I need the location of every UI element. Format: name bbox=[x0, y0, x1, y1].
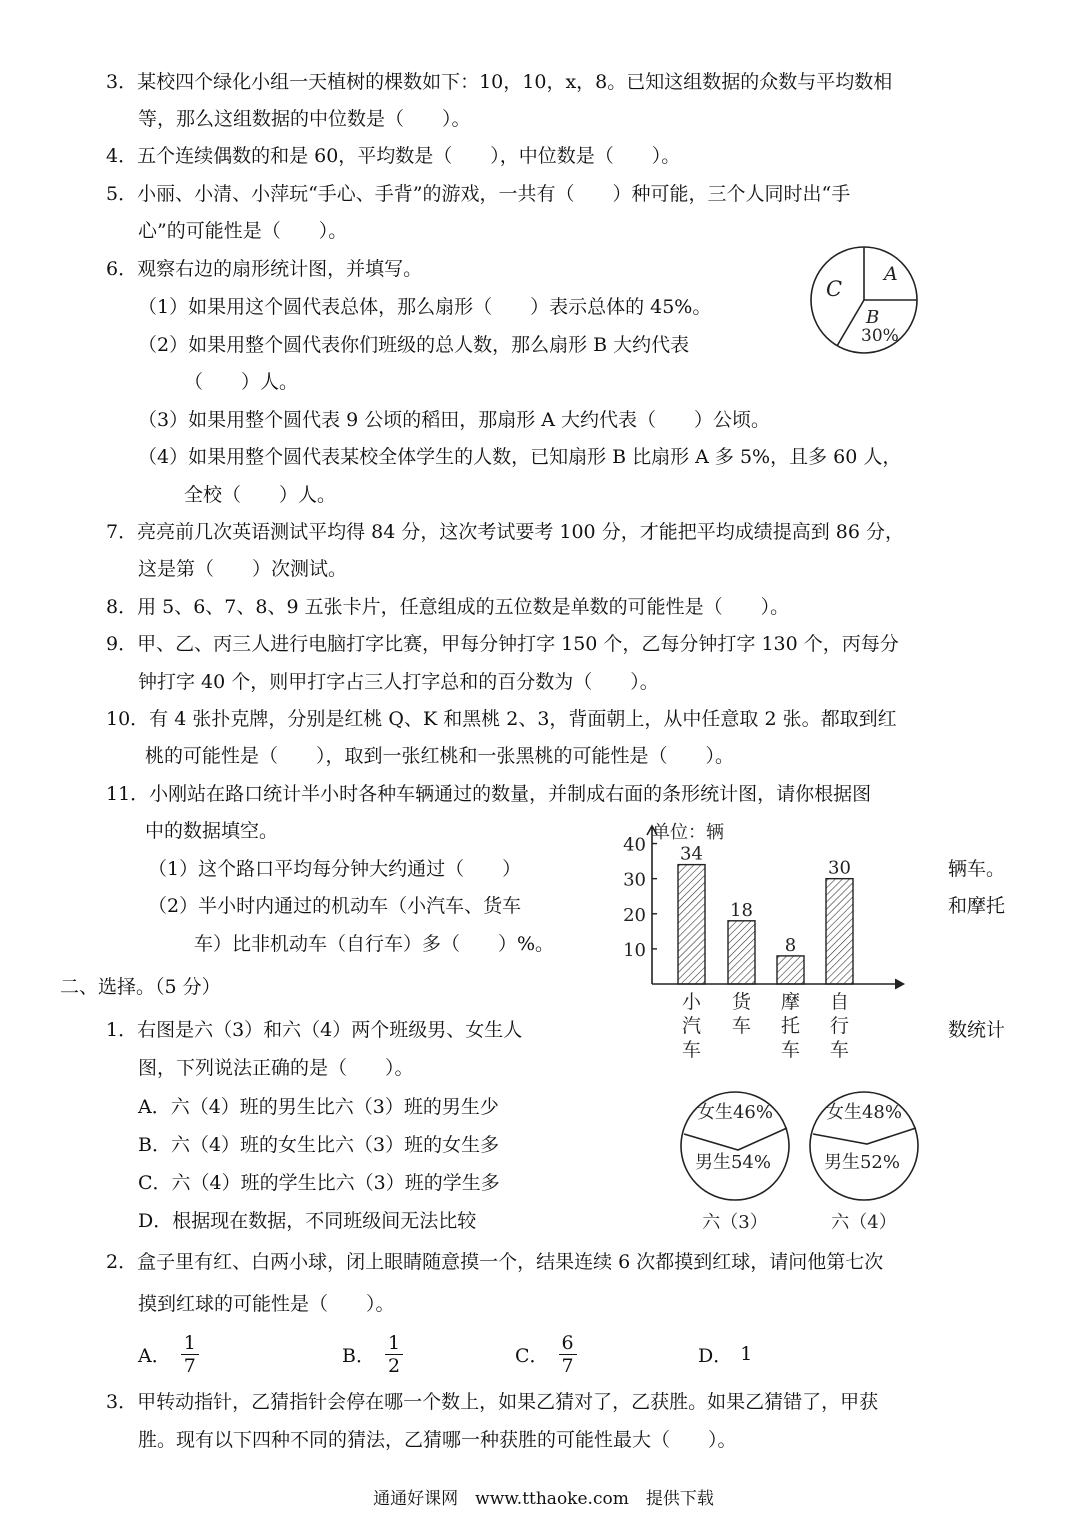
female-label: 女生46% bbox=[696, 1102, 774, 1123]
text-line-s2: 二、选择。（5 分） bbox=[60, 976, 221, 998]
text-line-q10b: 桃的可能性是（ ），取到一张红桃和一张黑桃的可能性是（ ）。 bbox=[145, 745, 735, 767]
q2-option-1 bbox=[342, 1328, 403, 1380]
text-line-q3a: 3．某校四个绿化小组一天植树的棵数如下：10，10，x，8。已知这组数据的众数与平均数相 bbox=[106, 71, 893, 93]
x-axis-arrow bbox=[895, 979, 904, 989]
option-letter: D． bbox=[698, 1344, 733, 1367]
category-label-char: 车 bbox=[681, 1039, 702, 1061]
class-pie-divider bbox=[684, 1128, 787, 1150]
bar-value-label: 18 bbox=[730, 899, 753, 921]
text-line-q9b: 钟打字 40 个，则甲打字占三人打字总和的百分数为（ ）。 bbox=[138, 671, 659, 693]
text-line-q7b: 这是第（ ）次测试。 bbox=[138, 558, 348, 580]
bar-0 bbox=[678, 865, 705, 984]
option-letter: C． bbox=[515, 1344, 549, 1367]
category-label-char: 摩 bbox=[780, 991, 801, 1013]
fraction-numerator: 1 bbox=[181, 1332, 199, 1355]
text-line-c1A: A．六（4）班的男生比六（3）班的男生少 bbox=[138, 1096, 499, 1118]
fraction-denominator: 2 bbox=[387, 1354, 401, 1377]
text-line-q6_1: （1）如果用这个圆代表总体，那么扇形（ ）表示总体的 45%。 bbox=[138, 296, 712, 318]
text-line-c1b: 图，下列说法正确的是（ ）。 bbox=[138, 1057, 414, 1079]
option-letter: A． bbox=[138, 1344, 171, 1367]
text-line-c1r: 数统计 bbox=[948, 1019, 1006, 1041]
bar-value-label: 8 bbox=[784, 934, 797, 956]
class-gender-pies bbox=[678, 1086, 938, 1236]
female-label: 女生48% bbox=[825, 1102, 903, 1123]
text-line-q11_2a: （2）半小时内通过的机动车（小汽车、货车 bbox=[148, 895, 522, 917]
text-line-c1a: 1．右图是六（3）和六（4）两个班级男、女生人 bbox=[106, 1019, 523, 1041]
category-label-char: 货 bbox=[731, 991, 752, 1013]
text-line-q6_2b: （ ）人。 bbox=[184, 371, 299, 393]
text-line-c1C: C．六（4）班的学生比六（3）班的学生多 bbox=[138, 1172, 500, 1194]
text-line-c2b: 摸到红球的可能性是（ ）。 bbox=[138, 1293, 395, 1315]
text-line-q7a: 7．亮亮前几次英语测试平均得 84 分，这次考试要考 100 分，才能把平均成绩提高到 86 分， bbox=[106, 521, 904, 543]
text-line-q6_4a: （4）如果用整个圆代表某校全体学生的人数，已知扇形 B 比扇形 A 多 5%，且多 60 人， bbox=[138, 446, 902, 468]
pie-label-b: B bbox=[866, 307, 880, 328]
text-line-q10a: 10．有 4 张扑克牌，分别是红桃 Q、K 和黑桃 2、3，背面朝上，从中任意取 2 张。都取到红 bbox=[106, 708, 897, 730]
text-line-q6: 6．观察右边的扇形统计图，并填写。 bbox=[106, 258, 423, 280]
fraction-numerator: 6 bbox=[559, 1332, 577, 1355]
option-fraction bbox=[181, 1332, 199, 1377]
category-label-char: 自 bbox=[829, 991, 850, 1013]
q2-option-0 bbox=[138, 1328, 199, 1380]
option-letter: B． bbox=[342, 1344, 375, 1367]
unit-label: 单位：辆 bbox=[652, 822, 724, 843]
text-line-q11b: 中的数据填空。 bbox=[145, 820, 279, 842]
q2-option-3 bbox=[698, 1328, 752, 1380]
text-line-q5a: 5．小丽、小清、小萍玩“手心、手背”的游戏，一共有（ ）种可能，三个人同时出“手 bbox=[106, 183, 851, 205]
pie-label-a: A bbox=[884, 263, 898, 285]
text-line-q6_4b: 全校（ ）人。 bbox=[184, 484, 337, 506]
category-label-char: 行 bbox=[829, 1015, 850, 1037]
category-label-char: 小 bbox=[681, 991, 702, 1013]
text-line-c1B: B．六（4）班的女生比六（3）班的女生多 bbox=[138, 1134, 500, 1156]
option-value: 1 bbox=[740, 1343, 753, 1365]
text-line-c3a: 3．甲转动指针，乙猜指针会停在哪一个数上，如果乙猜对了，乙获胜。如果乙猜错了，甲获 bbox=[106, 1391, 879, 1413]
pie-label-b-percent: 30% bbox=[861, 326, 899, 346]
vehicle-bar-chart bbox=[612, 812, 922, 1062]
text-line-q6_2a: （2）如果用整个圆代表你们班级的总人数，那么扇形 B 大约代表 bbox=[138, 334, 690, 356]
text-line-q5b: 心”的可能性是（ ）。 bbox=[138, 220, 348, 242]
class-label: 六（3） bbox=[702, 1212, 768, 1233]
category-label-char: 车 bbox=[829, 1039, 850, 1061]
text-line-q11_2r: 和摩托 bbox=[948, 895, 1006, 917]
text-line-c2a: 2．盒子里有红、白两小球，闭上眼睛随意摸一个，结果连续 6 次都摸到红球，请问他第七次 bbox=[106, 1251, 884, 1273]
bar-value-label: 34 bbox=[680, 843, 703, 865]
text-line-q3b: 等，那么这组数据的中位数是（ ）。 bbox=[138, 108, 471, 130]
text-line-c1D: D．根据现在数据，不同班级间无法比较 bbox=[138, 1210, 477, 1232]
text-line-q9a: 9．甲、乙、丙三人进行电脑打字比赛，甲每分钟打字 150 个，乙每分钟打字 130 个，丙每分 bbox=[106, 633, 899, 655]
bar-3 bbox=[826, 879, 853, 984]
fraction-denominator: 7 bbox=[561, 1354, 574, 1377]
pie-label-c: C bbox=[826, 277, 843, 301]
text-line-q6_3: （3）如果用整个圆代表 9 公顷的稻田，那扇形 A 大约代表（ ）公顷。 bbox=[138, 409, 771, 431]
class-pie-divider bbox=[813, 1128, 916, 1144]
y-tick-label: 40 bbox=[623, 834, 646, 856]
text-line-q4: 4．五个连续偶数的和是 60，平均数是（ ），中位数是（ ）。 bbox=[106, 145, 681, 167]
y-tick-label: 10 bbox=[623, 939, 646, 961]
category-label-char: 车 bbox=[780, 1039, 801, 1061]
y-tick-label: 20 bbox=[623, 904, 646, 926]
fraction-denominator: 7 bbox=[183, 1354, 196, 1377]
text-line-q11a: 11．小刚站在路口统计半小时各种车辆通过的数量，并制成右面的条形统计图，请你根据图 bbox=[106, 783, 872, 805]
category-label-char: 车 bbox=[731, 1015, 752, 1037]
option-fraction bbox=[559, 1332, 577, 1377]
male-label: 男生54% bbox=[694, 1152, 772, 1173]
bar-value-label: 30 bbox=[828, 857, 851, 879]
bar-2 bbox=[777, 956, 804, 984]
category-label-char: 汽 bbox=[681, 1015, 702, 1037]
bar-1 bbox=[728, 921, 755, 984]
footer: 通通好课网 www.tthaoke.com 提供下载 bbox=[373, 1489, 714, 1509]
text-line-q11_1: （1）这个路口平均每分钟大约通过（ ） bbox=[148, 858, 522, 880]
q2-option-2 bbox=[515, 1328, 577, 1380]
text-line-q11_2b: 车）比非机动车（自行车）多（ ）%。 bbox=[194, 933, 555, 955]
pie-divider-lower bbox=[837, 300, 864, 346]
text-line-q11_1r: 辆车。 bbox=[948, 858, 1006, 880]
q6-pie-chart bbox=[806, 244, 926, 360]
class-label: 六（4） bbox=[831, 1212, 897, 1233]
category-label-char: 托 bbox=[780, 1015, 801, 1037]
male-label: 男生52% bbox=[823, 1152, 901, 1173]
text-line-c3b: 胜。现有以下四种不同的猜法，乙猜哪一种获胜的可能性最大（ ）。 bbox=[138, 1429, 737, 1451]
y-tick-label: 30 bbox=[623, 869, 646, 891]
text-line-q8: 8．用 5、6、7、8、9 五张卡片，任意组成的五位数是单数的可能性是（ ）。 bbox=[106, 596, 790, 618]
fraction-numerator: 1 bbox=[385, 1332, 403, 1355]
option-fraction bbox=[385, 1332, 403, 1377]
